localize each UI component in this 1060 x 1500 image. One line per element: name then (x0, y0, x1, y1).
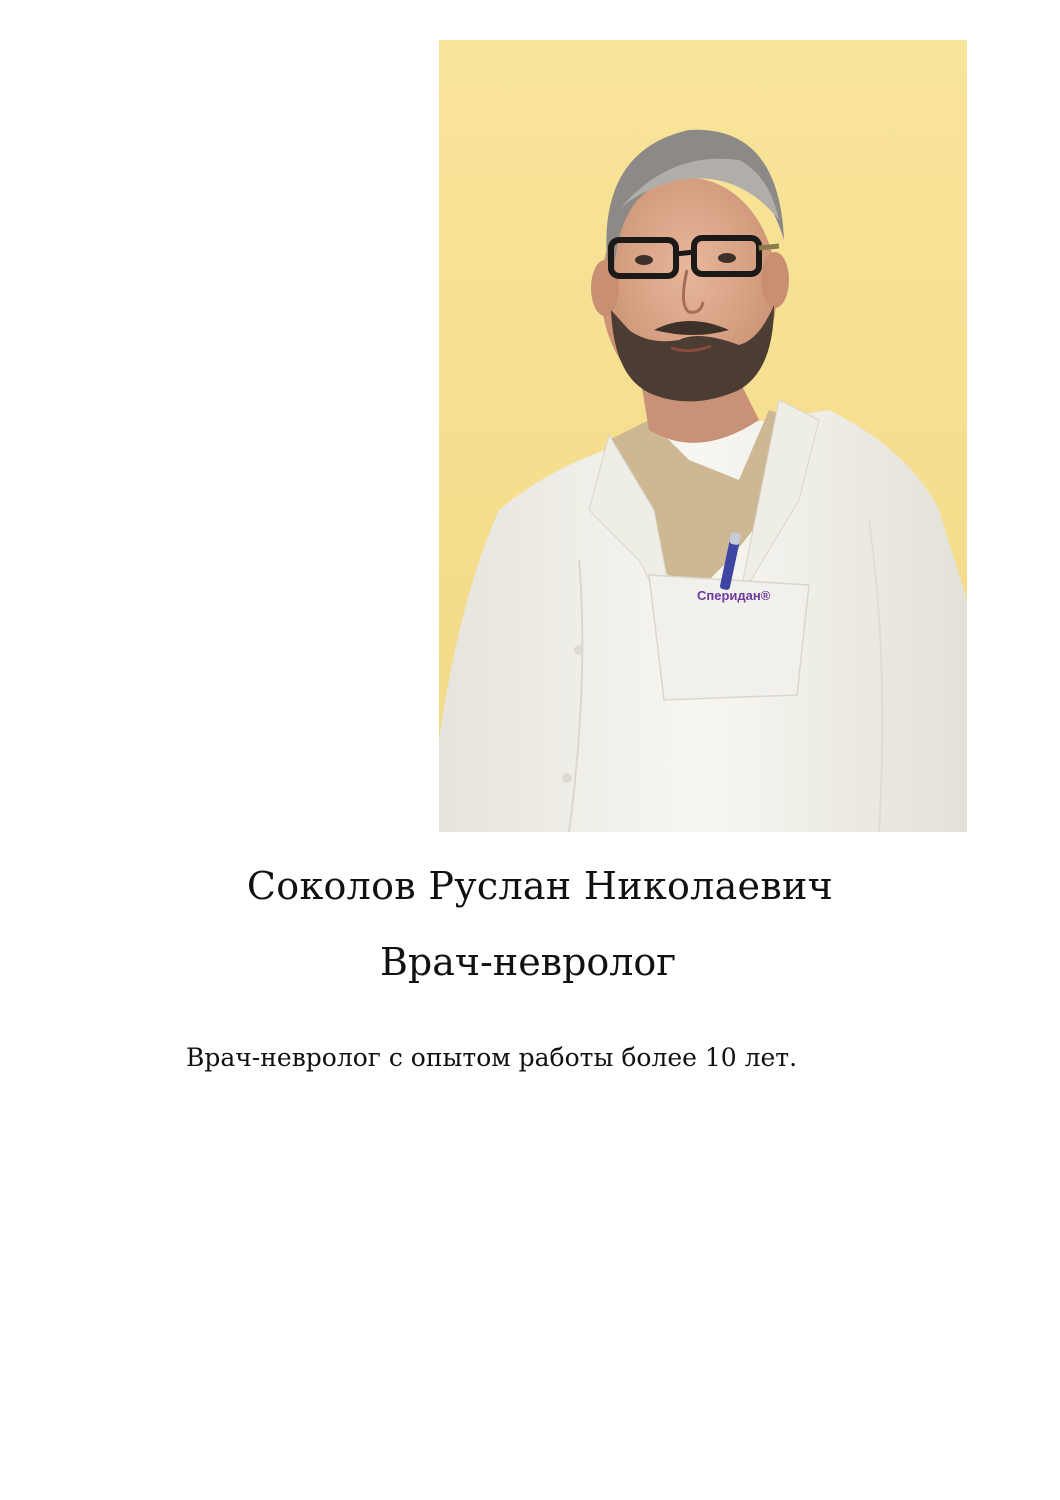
doctor-description: Врач-невролог с опытом работы более 10 лет. (186, 1043, 798, 1072)
doctor-position: Врач-невролог (380, 940, 677, 984)
coat-logo: Сперидан® (697, 588, 771, 603)
doctor-photo (439, 40, 967, 832)
doctor-name: Соколов Руслан Николаевич (246, 864, 834, 908)
